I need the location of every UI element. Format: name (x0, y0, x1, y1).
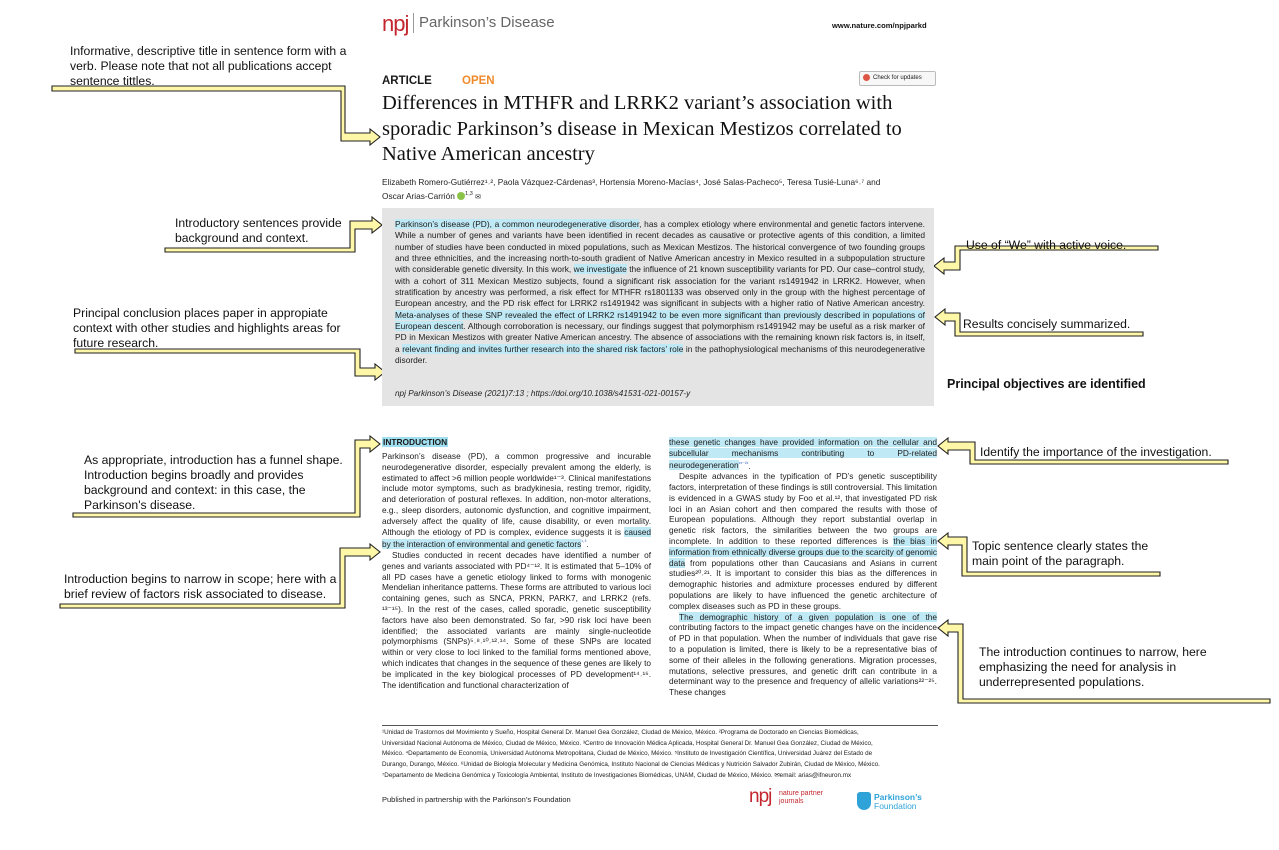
arrow-title (52, 86, 380, 145)
email-icon[interactable]: ✉ (475, 193, 482, 201)
npj-footer-logo: npj (749, 786, 772, 807)
published-partnership: Published in partnership with the Parkinson’s Foundation (382, 795, 571, 804)
highlight-importance: these genetic changes have provided information on the cellular and subcellular mechanisms contributing to PD-related neurodegeneration (669, 437, 937, 471)
parkinsons-foundation-icon (857, 792, 871, 810)
intro-right-column: these genetic changes have provided information on the cellular and subcellular mechanisms contributing to PD-related neurodegeneration$^{^{15-21}}$. Despite advances in the typification of PD’s genetic susceptibility factors, interpretation of these findings is still controversial. This limitation is evidenced in a GWAS study by Foo et al.¹², that investigated PD risk loci in an Asian cohort and then compared the results with those of European populations. Although they report substantial overlap in genetic risk factors, the similarities between the two groups are incomplete. In addition to these reported differences is the bias in information from ethnically diverse groups due to the scarcity of genomic data from populations other than Caucasians and Asians in current studies²⁰˒²¹. It is important to consider this bias as the differences in demographic histories and admixture processes endured by different populations are likely to have influenced the genetic architecture of complex diseases such as PD in these groups. The demographic history of a given population is one of the contributing factors to the impact genetic changes have on the incidence of PD in that population. When the number of individuals that gave rise to a population is limited, there is likely to be a representative bias of some of their alleles in the following generations. Migration processes, mutations, selective pressures, and genetic drift can contribute in a determinant way to the presence and frequency of allelic variations²²⁻²⁵. These changes (669, 437, 937, 698)
intro-left-column: Parkinson’s disease (PD), a common progressive and incurable neurodegenerative disorder, especially prevalent among the elderly, is estimated to affect >6 million people worldwide¹⁻³. Clinical manifestations include motor symptoms, such as bradykinesia, resting tremor, rigidity, and deterioration of postural reflexes. In addition, non-motor alterations, e.g., sleep disorders, autonomic dysfunction, and cognitive impairment, adversely affect the quality of life, cause disability, or even mortality. Although the etiology of PD is complex, evidence suggests it is caused by the interaction of environmental and genetic factors$^{^1˒^3}$. Studies conducted in recent decades have identified a number of genes and variants associated with PD⁴⁻¹². It is estimated that 5–10% of all PD cases have a genetic etiology linked to forms with monogenic Mendelian inheritance patterns. These forms are attributed to various loci containing genes, such as SNCA, PRKN, PARK7, and LRRK2 (refs. ¹³⁻¹⁵). In the rest of the cases, called sporadic, genetic susceptibility factors have also been demonstrated. So far, >90 risk loci have been identified; the associated variants are mainly single-nucleotide polymorphisms (SNPs)⁵˒⁸˒¹⁰˒¹²˒¹⁴. Some of these SNPs are located within or very close to loci linked to the familial forms mentioned above, which indicates that changes in the sequence of these genes are likely to be implicated in the key biological processes of PD development¹⁴˒¹⁶. The identification and functional characterization of (382, 451, 651, 690)
highlight-interaction: caused by the interaction of environmental and genetic factors (382, 526, 651, 550)
citation[interactable]: npj Parkinson’s Disease (2021)7:13 ; https://doi.org/10.1038/s41531-021-00157-y (395, 389, 691, 398)
affiliation-line: México. ⁴Departamento de Economía, Universidad Autónoma Metropolitana, Ciudad de México, México. ⁵Instituto de Investigación Científica, Universidad Juárez del Estado de (382, 750, 873, 758)
logo-divider (413, 13, 414, 33)
affiliation-line: ⁷Departamento de Medicina Genómica y Toxicología Ambiental, Instituto de Investigaciones Biomédicas, UNAM, Ciudad de México, México. ✉email: arias@ifneuron.mx (382, 771, 852, 779)
title-line: Native American ancestry (382, 143, 595, 165)
footnote-rule (382, 725, 938, 726)
annotation-narrow: Introduction begins to narrow in scope; here with a brief review of factors risk associated to disease. (64, 572, 337, 601)
npj-logo: npj (382, 11, 409, 36)
author-list (382, 176, 942, 204)
highlight-demographic: The demographic history of a given population is one of the (679, 611, 937, 622)
highlight-topic: the bias in information from ethnically diverse groups due to the scarcity of genomic data (669, 535, 937, 568)
intro-heading: INTRODUCTION (383, 437, 448, 447)
highlight-results: Meta-analyses of these SNP revealed the effect of LRRK2 rs1491942 to be even more significant than previously described in populations of European descent (395, 309, 925, 332)
article-type: ARTICLE (382, 75, 432, 87)
journal-name: Parkinson’s Disease (419, 14, 555, 31)
orcid-icon[interactable] (457, 192, 465, 200)
annotation-intro-sentences: Introductory sentences provide background and context. (175, 216, 342, 245)
highlight-we: we investigate (573, 264, 627, 275)
journal-url[interactable]: www.nature.com/npjparkd (832, 21, 927, 30)
annotation-funnel: As appropriate, introduction has a funnel shape. Introduction begins broadly and provides background and context: in this case, the Parkinson's disease. (84, 453, 343, 512)
authors-line: Oscar Arias-Carrión $^{1,3}$ ✉ (382, 190, 482, 201)
affiliations (382, 728, 938, 782)
annotation-objectives: Principal objectives are identified (947, 377, 1146, 391)
annotation-results: Results concisely summarized. (963, 317, 1131, 331)
highlight-conclusion: relevant finding and invites further research into the shared risk factors’ role (402, 343, 684, 354)
npj-footer-text: nature partner journals (779, 790, 823, 805)
open-access-label: OPEN (462, 75, 495, 87)
title-line: Differences in MTHFR and LRRK2 variant’s association with (382, 92, 893, 114)
annotation-continues: The introduction continues to narrow, here emphasizing the need for analysis in underrepresented populations. (979, 645, 1207, 689)
authors-line: Elizabeth Romero-Gutiérrez¹˒², Paola Vázquez-Cárdenas³, Hortensia Moreno-Macías⁴, José Salas-Pacheco⁵, Teresa Tusié-Luna⁶˒⁷ and (382, 177, 881, 187)
annotation-importance: Identify the importance of the investigation. (980, 445, 1212, 459)
annotation-we-active: Use of “We” with active voice. (966, 238, 1127, 252)
affiliation-line: Universidad Nacional Autónoma de México, Ciudad de México, México. ³Centro de Innovación Médica Aplicada, Hospital General Dr. Manuel Gea González, Ciudad de México, (382, 739, 873, 747)
title-line: sporadic Parkinson’s disease in Mexican Mestizos correlated to (382, 117, 902, 140)
check-updates-button[interactable]: Check for updates (859, 71, 936, 86)
abstract-text: Parkinson’s disease (PD), a common neurodegenerative disorder, has a complex etiology where environmental and genetic factors intervene. While a number of genes and variants have been identified in recent decades as causative or protective agents of this condition, a limited number of studies have been conducted in mixed populations, such as Mexican Mestizos. The historical convergence of two founding groups and three ethnicities, and the increasing north-to-south gradient of Native American ancestry in Mexico resulted in a subpopulation structure with considerable genetic diversity. In this work, we investigate the influence of 21 known susceptibility variants for PD. Our case–control study, with a cohort of 311 Mexican Mestizo subjects, found a significant risk association for the variant rs1491942 in LRRK2. However, when stratification by ancestry was performed, a risk effect for MTHFR rs1801133 was observed only in the group with the highest percentage of European ancestry, and the PD risk effect for LRRK2 rs1491942 was significant in subjects with a higher ratio of Native American ancestry. Meta-analyses of these SNP revealed the effect of LRRK2 rs1491942 to be even more significant than previously described in populations of European descent. Although corroboration is necessary, our findings suggest that polymorphism rs1491942 may be useful as a risk marker of PD in Mexican Mestizos with greater Native American ancestry. The absence of associations with the remaining known risk factors is, in itself, a relevant finding and invites further research into the shared risk factors’ role in the pathophysiological mechanisms of this neurodegenerative disorder. (395, 219, 926, 366)
affiliation-line: Durango, Durango, México. ⁶Unidad de Biología Molecular y Medicina Genómica, Instituto Nacional de Ciencias Médicas y Nutrición Salvador Zubirán, Ciudad de México, México. (382, 761, 880, 769)
annotation-title: Informative, descriptive title in sentence form with a verb. Please note that not all publications accept sentence tittles. (70, 44, 347, 88)
update-icon (863, 74, 870, 81)
parkinsons-foundation-logo: Parkinson’s Foundation (874, 792, 922, 811)
highlight-intro: Parkinson’s disease (PD), a common neurodegenerative disorder (395, 219, 640, 229)
annotation-principal-conclusion: Principal conclusion places paper in appropiate context with other studies and highlights areas for future research. (73, 306, 341, 350)
affiliation-line: ¹Unidad de Trastornos del Movimiento y Sueño, Hospital General Dr. Manuel Gea González, Ciudad de México, México. ²Programa de Doctorado en Ciencias Biomédicas, (382, 729, 859, 736)
article-title (382, 91, 902, 168)
arrow-conclusion (75, 349, 385, 380)
annotation-topic: Topic sentence clearly states the main point of the paragraph. (972, 539, 1149, 568)
